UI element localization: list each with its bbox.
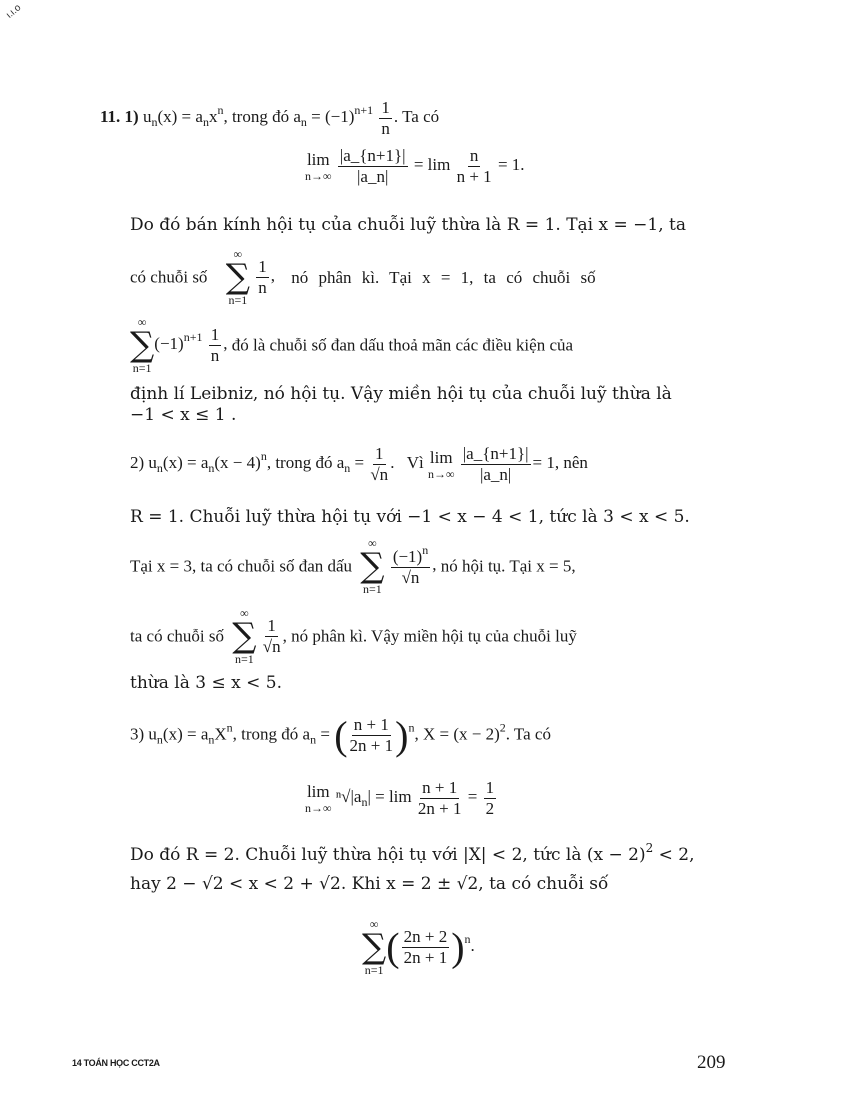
sub-n: n (300, 114, 307, 129)
page-number: 209 (697, 1052, 726, 1073)
p2-para4: thừa là 3 ≤ x < 5. (130, 673, 282, 693)
ta-co: . Ta có (393, 106, 440, 126)
p1-para2: có chuỗi số ∞ ∑ n=1 $\frac{1}{n}$ , nó phân kì. Tại x = 1, ta có chuỗi số (130, 247, 596, 307)
sub-n: n (151, 114, 158, 129)
footer-book-code: 14 TOÁN HỌC CCT2A (72, 1058, 160, 1068)
problem-3-line: 3) $u_n(x) = a_nX^n$, trong đó $a_n$ = ( $\frac{n + 1}{2n + 1}$ )$^n$, $X = (x - 2)^2$. Ta có (130, 713, 551, 758)
sub-n: n (202, 114, 209, 129)
sup-n: n (217, 102, 224, 117)
p1-para1: Do đó bán kính hội tụ của chuỗi luỹ thừa là R = 1. Tại x = −1, ta (130, 215, 686, 235)
p2-para3: ta có chuỗi số ∞ ∑ n=1 $\frac{1}{√n}$ , nó phân kì. Vậy miền hội tụ của chuỗi luỹ (130, 606, 577, 666)
final-series: ∞ ∑ n=1 ( $\frac{2n + 2}{2n + 1}$ )$^n$. (362, 917, 475, 977)
neg-one: = (−1) (306, 106, 355, 126)
p3-para1: Do đó R = 2. Chuỗi luỹ thừa hội tụ với |X| < 2, tức là $(x - 2)^2 < 2$, (130, 841, 695, 865)
problem-2-line: 2) $u_n(x) = a_n(x - 4)^n$, trong đó $a_n$ = $\frac{1}{√n}$ . Vì lim n→∞ $\frac{|a\_\{n+1\}|}{|a\_n|}$ = 1, nên (130, 444, 588, 484)
p2-para2: Tại x = 3, ta có chuỗi số đan dấu ∞ ∑ n=1 $\frac{(-1)^n}{√n}$ , nó hội tụ. Tại x = 5, (130, 536, 576, 596)
p2-para1: R = 1. Chuỗi luỹ thừa hội tụ với −1 < x − 4 < 1, tức là 3 < x < 5. (130, 507, 690, 527)
ratio-abs: $\frac{|a\_\{n+1\}|}{|a\_n|}$ (339, 146, 406, 186)
eq-text: (x) = a (157, 106, 203, 126)
trong-do: , trong đó a (223, 106, 301, 126)
problem-1-line (100, 98, 439, 138)
p3-para2: hay 2 − √2 < x < 2 + √2. Khi x = 2 ± √2, ta có chuỗi số (130, 874, 609, 894)
u-symbol: u (142, 106, 152, 126)
p1-para3: ∞ ∑ n=1 $(-1)^{n+1}$ $\frac{1}{n}$ , đó là chuỗi số đan dấu thoả mãn các điều kiện của (130, 315, 574, 375)
p1-para5: −1 < x ≤ 1 . (130, 405, 237, 425)
limit-equation-1: lim n→∞ $\frac{|a\_\{n+1\}|}{|a\_n|}$ = lim $\frac{n}{n + 1}$ = 1. (305, 146, 525, 186)
limit-equation-3: lim n→∞ $^n√|a_n| = \lim$ $\frac{n + 1}{2n + 1}$ = $\frac{1}{2}$ (305, 778, 495, 818)
fraction-1-n: $\frac{1}{n}$ (381, 98, 390, 138)
problem-label: 11. 1) (100, 106, 139, 126)
corner-mark: ι.ι.ο (4, 2, 24, 21)
ratio-n: $\frac{n}{n + 1}$ (456, 146, 492, 186)
p1-para4: định lí Leibniz, nó hội tụ. Vậy miền hội tụ của chuỗi luỹ thừa là (130, 384, 672, 404)
x-symbol: x (208, 106, 218, 126)
sup-n1: n+1 (354, 102, 374, 117)
